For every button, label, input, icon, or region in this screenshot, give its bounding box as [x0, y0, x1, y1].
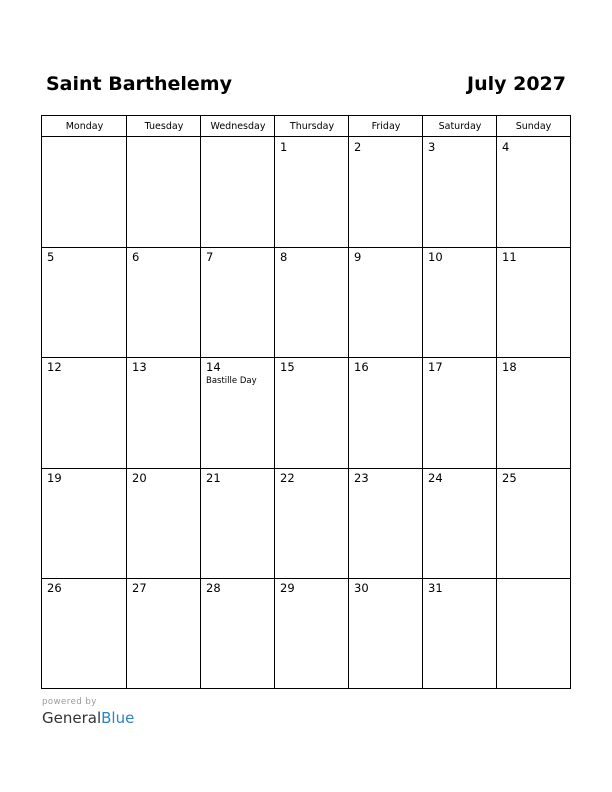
- day-number: 28: [206, 581, 221, 595]
- day-cell: [127, 468, 201, 578]
- day-cell: [497, 468, 570, 578]
- day-cell: [201, 357, 275, 467]
- day-cell: [349, 357, 423, 467]
- weekday-label-wednesday: Wednesday: [210, 121, 266, 132]
- day-cell: [275, 468, 349, 578]
- day-cell: [42, 137, 127, 247]
- day-cell: [201, 137, 275, 247]
- day-cell: [275, 357, 349, 467]
- day-cell: [275, 247, 349, 357]
- day-cell: [423, 247, 497, 357]
- day-cell: [349, 137, 423, 247]
- day-cell: [275, 137, 349, 247]
- day-number: 8: [280, 250, 288, 264]
- day-cell: [349, 247, 423, 357]
- day-number: 23: [354, 471, 369, 485]
- day-number: 22: [280, 471, 295, 485]
- day-cell: [497, 247, 570, 357]
- day-cell: [423, 578, 497, 688]
- day-cell: [497, 357, 570, 467]
- day-number: 11: [502, 250, 517, 264]
- day-number: 24: [428, 471, 443, 485]
- day-number: 30: [354, 581, 369, 595]
- day-number: 14: [206, 360, 221, 374]
- day-number: 7: [206, 250, 214, 264]
- day-number: 9: [354, 250, 362, 264]
- day-cell: [497, 578, 570, 688]
- day-cell: [201, 247, 275, 357]
- day-number: 15: [280, 360, 295, 374]
- brand-blue-text: Blue: [101, 709, 135, 727]
- day-number: 12: [47, 360, 62, 374]
- day-cell: [127, 357, 201, 467]
- weekday-label-thursday: Thursday: [289, 121, 335, 132]
- country-title: Saint Barthelemy: [46, 73, 232, 95]
- day-number: 2: [354, 140, 362, 154]
- day-cell: [42, 357, 127, 467]
- day-number: 21: [206, 471, 221, 485]
- day-cell: [201, 578, 275, 688]
- day-number: 27: [132, 581, 147, 595]
- day-number: 31: [428, 581, 443, 595]
- month-year-title: July 2027: [467, 73, 566, 95]
- day-number: 16: [354, 360, 369, 374]
- day-cell: [201, 468, 275, 578]
- day-number: 18: [502, 360, 517, 374]
- day-number: 6: [132, 250, 140, 264]
- day-cell: [42, 578, 127, 688]
- weekday-label-friday: Friday: [371, 121, 401, 132]
- day-cell: [349, 578, 423, 688]
- day-cell: [42, 247, 127, 357]
- weekday-label-saturday: Saturday: [438, 121, 482, 132]
- day-cell: [127, 247, 201, 357]
- holiday-event: Bastille Day: [206, 376, 257, 386]
- day-cell: [127, 578, 201, 688]
- day-number: 26: [47, 581, 62, 595]
- day-number: 1: [280, 140, 288, 154]
- weekday-label-monday: Monday: [65, 121, 104, 132]
- day-number: 25: [502, 471, 517, 485]
- day-number: 20: [132, 471, 147, 485]
- day-cell: [42, 468, 127, 578]
- day-cell: [349, 468, 423, 578]
- day-cell: [423, 468, 497, 578]
- footer-branding: [42, 697, 134, 728]
- day-cell: [423, 357, 497, 467]
- calendar-grid: [41, 115, 571, 689]
- weekday-label-sunday: Sunday: [515, 121, 552, 132]
- day-cell: [423, 137, 497, 247]
- day-cell: [497, 137, 570, 247]
- weekday-label-tuesday: Tuesday: [144, 121, 184, 132]
- day-number: 3: [428, 140, 436, 154]
- brand-general-text: General: [42, 709, 102, 727]
- day-number: 13: [132, 360, 147, 374]
- brand-logo: [42, 708, 134, 728]
- day-number: 4: [502, 140, 510, 154]
- day-number: 29: [280, 581, 295, 595]
- calendar-header: [46, 70, 566, 98]
- day-number: 10: [428, 250, 443, 264]
- day-cell: [275, 578, 349, 688]
- day-number: 19: [47, 471, 62, 485]
- powered-by-label: powered by: [42, 697, 97, 707]
- day-number: 5: [47, 250, 55, 264]
- day-cell: [127, 137, 201, 247]
- day-number: 17: [428, 360, 443, 374]
